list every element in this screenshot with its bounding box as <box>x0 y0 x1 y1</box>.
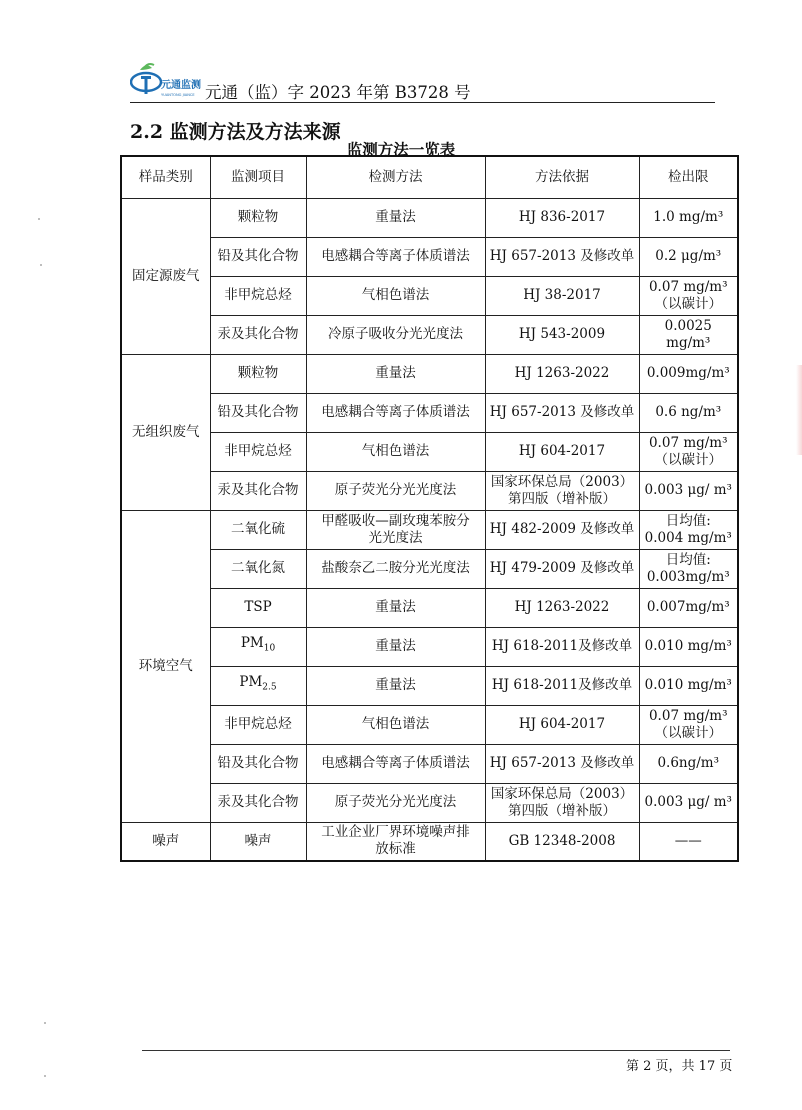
table-row <box>121 276 738 315</box>
column-header: 样品类别 <box>121 156 210 198</box>
test-method-cell <box>306 276 485 315</box>
method-basis-cell-text: HJ 604-2017 <box>518 443 606 459</box>
monitoring-item-cell <box>210 744 306 783</box>
detection-limit-cell-text: 0.003 μg/ m³ <box>644 794 732 810</box>
method-basis-cell-text: 国家环保总局（2003） <box>490 473 634 490</box>
method-basis-cell-text: 国家环保总局（2003） <box>490 785 634 802</box>
detection-limit-cell <box>639 666 738 705</box>
method-basis-cell <box>485 276 639 315</box>
table-row <box>121 705 738 744</box>
monitoring-item-cell <box>210 471 306 510</box>
detection-limit-cell-text: 1.0 mg/m³ <box>653 209 724 225</box>
section-title: 2.2 监测方法及方法来源 <box>130 121 341 143</box>
detection-limit-cell-text: 0.07 mg/m³ <box>648 707 728 724</box>
method-basis-cell <box>485 744 639 783</box>
monitoring-item-cell <box>210 666 306 705</box>
detection-limit-cell-note: （以碳计） <box>654 451 722 468</box>
monitoring-item-cell <box>210 237 306 276</box>
table-row <box>121 666 738 705</box>
monitoring-item-cell-text: 汞及其化合物 <box>217 794 299 810</box>
detection-limit-cell <box>639 588 738 627</box>
table-row <box>121 822 738 861</box>
table-row <box>121 510 738 549</box>
table-header-row <box>121 156 738 198</box>
monitoring-item-cell <box>210 627 306 666</box>
test-method-cell-text: 工业企业厂界环境噪声排 <box>321 824 470 841</box>
scan-speck <box>38 218 40 220</box>
method-basis-cell <box>485 237 639 276</box>
test-method-cell <box>306 471 485 510</box>
method-basis-cell <box>485 198 639 237</box>
method-basis-cell <box>485 510 639 549</box>
detection-limit-cell-text: 日均值: <box>665 512 711 529</box>
method-basis-cell <box>485 315 639 354</box>
test-method-cell <box>306 393 485 432</box>
method-basis-cell <box>485 471 639 510</box>
method-basis-cell-text: GB 12348-2008 <box>508 832 616 849</box>
test-method-cell-text: 电感耦合等离子体质谱法 <box>321 404 470 420</box>
detection-limit-cell-text: 0.0025 mg/m³ <box>664 317 712 351</box>
detection-limit-cell-text: 0.007mg/m³ <box>646 599 730 615</box>
detection-limit-cell <box>639 315 738 354</box>
table-row <box>121 549 738 588</box>
logo-subtext: YUANTONG JIANCE <box>161 93 195 97</box>
monitoring-item-cell-text: 非甲烷总烃 <box>224 716 292 732</box>
detection-limit-cell-note: 0.003mg/m³ <box>646 568 730 585</box>
monitoring-item-cell-text: 颗粒物 <box>237 365 279 381</box>
sample-category-cell <box>121 354 210 510</box>
detection-limit-cell-text: 0.6 ng/m³ <box>655 404 722 420</box>
method-basis-cell <box>485 627 639 666</box>
method-basis-cell-note: 第四版（增补版） <box>508 490 616 507</box>
monitoring-item-cell-text: 汞及其化合物 <box>217 326 299 342</box>
table-row <box>121 744 738 783</box>
monitoring-item-cell-text: PM <box>239 674 263 691</box>
detection-limit-cell <box>639 432 738 471</box>
footer-divider <box>142 1050 730 1051</box>
scan-speck <box>40 264 42 266</box>
test-method-cell <box>306 315 485 354</box>
table-row <box>121 471 738 510</box>
test-method-cell <box>306 510 485 549</box>
table-row <box>121 783 738 822</box>
column-header: 检出限 <box>639 156 738 198</box>
table-row <box>121 432 738 471</box>
sample-category-cell <box>121 198 210 354</box>
monitoring-item-cell <box>210 393 306 432</box>
test-method-cell-text: 原子荧光分光光度法 <box>334 794 457 810</box>
detection-limit-cell-text: 0.009mg/m³ <box>646 365 730 381</box>
test-method-cell-text: 盐酸奈乙二胺分光光度法 <box>321 560 470 576</box>
test-method-cell <box>306 666 485 705</box>
method-basis-cell-text: HJ 618-2011及修改单 <box>491 638 633 654</box>
logo-text: 元通监测 <box>161 80 201 91</box>
method-basis-cell-note: 第四版（增补版） <box>508 802 616 819</box>
detection-limit-cell-text: 0.010 mg/m³ <box>644 677 732 693</box>
monitoring-item-cell <box>210 276 306 315</box>
test-method-cell-text: 气相色谱法 <box>361 716 430 732</box>
report-number: 元通（监）字 2023 年第 B3728 号 <box>205 83 471 102</box>
test-method-cell <box>306 627 485 666</box>
method-basis-cell-text: HJ 543-2009 <box>518 326 606 342</box>
detection-limit-cell <box>639 822 738 861</box>
table-title: 监测方法一览表 <box>346 140 456 159</box>
method-basis-cell <box>485 666 639 705</box>
table-row <box>121 237 738 276</box>
method-basis-cell <box>485 354 639 393</box>
monitoring-item-cell <box>210 588 306 627</box>
method-basis-cell-text: HJ 482-2009 及修改单 <box>489 521 635 537</box>
table-row <box>121 393 738 432</box>
monitoring-methods-table <box>120 155 739 862</box>
test-method-cell-text: 重量法 <box>375 365 416 381</box>
method-basis-cell-text: HJ 1263-2022 <box>514 599 610 615</box>
method-basis-cell-text: HJ 1263-2022 <box>514 365 610 381</box>
monitoring-item-cell-text: 铅及其化合物 <box>217 404 299 420</box>
method-basis-cell <box>485 783 639 822</box>
table-row <box>121 315 738 354</box>
test-method-cell-text: 重量法 <box>375 677 416 693</box>
method-basis-cell <box>485 588 639 627</box>
monitoring-item-cell-text: 二氧化氮 <box>231 560 285 576</box>
test-method-cell-text: 重量法 <box>375 638 416 654</box>
test-method-cell <box>306 744 485 783</box>
method-basis-cell-text: HJ 618-2011及修改单 <box>491 677 633 693</box>
monitoring-item-cell <box>210 198 306 237</box>
test-method-cell-text: 冷原子吸收分光光度法 <box>328 326 463 342</box>
test-method-cell-text: 气相色谱法 <box>361 287 430 303</box>
sample-category-cell-text: 噪声 <box>152 832 180 849</box>
test-method-cell <box>306 354 485 393</box>
report-header <box>130 62 715 103</box>
method-basis-cell-text: HJ 604-2017 <box>518 716 606 732</box>
detection-limit-cell-text: 0.003 μg/ m³ <box>644 482 732 498</box>
company-logo <box>130 62 206 102</box>
scan-edge-mark <box>796 365 802 455</box>
monitoring-item-cell-text: 非甲烷总烃 <box>224 287 292 303</box>
detection-limit-cell <box>639 237 738 276</box>
detection-limit-cell-text: 0.07 mg/m³ <box>648 434 728 451</box>
monitoring-item-cell <box>210 549 306 588</box>
detection-limit-cell-text: 日均值: <box>665 551 711 568</box>
monitoring-item-cell-text: 颗粒物 <box>237 209 279 225</box>
detection-limit-cell <box>639 705 738 744</box>
monitoring-item-cell-text: TSP <box>244 599 272 615</box>
test-method-cell-text: 电感耦合等离子体质谱法 <box>321 755 470 771</box>
detection-limit-cell <box>639 198 738 237</box>
scan-speck <box>44 1022 46 1024</box>
test-method-cell <box>306 588 485 627</box>
test-method-cell-text: 甲醛吸收—副玫瑰苯胺分 <box>321 512 470 529</box>
monitoring-item-cell <box>210 432 306 471</box>
detection-limit-cell <box>639 510 738 549</box>
method-basis-cell-text: HJ 657-2013 及修改单 <box>489 404 635 420</box>
sample-category-cell-text: 固定源废气 <box>132 267 200 284</box>
detection-limit-cell <box>639 549 738 588</box>
table-row <box>121 198 738 237</box>
test-method-cell-note: 放标准 <box>375 841 416 858</box>
table-body <box>121 198 738 861</box>
monitoring-item-cell <box>210 354 306 393</box>
test-method-cell-text: 气相色谱法 <box>361 443 430 459</box>
method-basis-cell-text: HJ 836-2017 <box>518 209 606 225</box>
sample-category-cell-text: 无组织废气 <box>132 423 200 440</box>
monitoring-item-cell-text: 汞及其化合物 <box>217 482 299 498</box>
monitoring-item-cell-subscript: 2.5 <box>262 682 277 693</box>
detection-limit-cell <box>639 627 738 666</box>
test-method-cell <box>306 822 485 861</box>
scan-speck <box>44 1075 46 1077</box>
monitoring-item-cell-text: 噪声 <box>244 832 272 849</box>
method-basis-cell <box>485 549 639 588</box>
detection-limit-cell <box>639 393 738 432</box>
detection-limit-cell <box>639 276 738 315</box>
method-basis-cell <box>485 393 639 432</box>
test-method-cell <box>306 549 485 588</box>
table-row <box>121 354 738 393</box>
method-basis-cell-text: HJ 479-2009 及修改单 <box>489 560 635 576</box>
detection-limit-cell <box>639 783 738 822</box>
test-method-cell <box>306 432 485 471</box>
method-basis-cell-text: HJ 38-2017 <box>523 287 601 303</box>
monitoring-item-cell-subscript: 10 <box>263 643 276 654</box>
sample-category-cell-text: 环境空气 <box>138 657 193 674</box>
monitoring-item-cell <box>210 705 306 744</box>
monitoring-item-cell <box>210 315 306 354</box>
detection-limit-cell-text: 0.2 μg/m³ <box>655 248 722 264</box>
test-method-cell <box>306 237 485 276</box>
detection-limit-cell-note: （以碳计） <box>654 724 722 741</box>
column-header: 方法依据 <box>485 156 639 198</box>
detection-limit-cell-text: 0.6ng/m³ <box>657 755 720 771</box>
monitoring-item-cell-text: PM <box>240 635 264 652</box>
test-method-cell <box>306 198 485 237</box>
table-row <box>121 627 738 666</box>
method-basis-cell <box>485 822 639 861</box>
method-basis-cell <box>485 432 639 471</box>
sample-category-cell <box>121 510 210 822</box>
test-method-cell-note: 光光度法 <box>368 529 423 546</box>
table-row <box>121 588 738 627</box>
detection-limit-cell-note: （以碳计） <box>654 295 722 312</box>
method-basis-cell <box>485 705 639 744</box>
column-header: 检测方法 <box>306 156 485 198</box>
method-basis-cell-text: HJ 657-2013 及修改单 <box>489 248 635 264</box>
monitoring-item-cell-text: 铅及其化合物 <box>217 755 299 771</box>
monitoring-item-cell-text: 铅及其化合物 <box>217 248 299 264</box>
monitoring-item-cell-text: 非甲烷总烃 <box>224 443 292 459</box>
detection-limit-cell <box>639 354 738 393</box>
test-method-cell-text: 重量法 <box>375 599 416 615</box>
sample-category-cell <box>121 822 210 861</box>
detection-limit-cell-text: 0.010 mg/m³ <box>644 638 732 654</box>
detection-limit-cell-text: —— <box>674 832 702 849</box>
monitoring-item-cell <box>210 783 306 822</box>
column-header: 监测项目 <box>210 156 306 198</box>
test-method-cell <box>306 705 485 744</box>
detection-limit-cell-note: 0.004 mg/m³ <box>644 529 732 546</box>
monitoring-item-cell-text: 二氧化硫 <box>231 521 285 537</box>
test-method-cell-text: 电感耦合等离子体质谱法 <box>321 248 470 264</box>
monitoring-item-cell <box>210 510 306 549</box>
monitoring-item-cell <box>210 822 306 861</box>
detection-limit-cell-text: 0.07 mg/m³ <box>648 278 728 295</box>
page-number: 第 2 页，共 17 页 <box>626 1059 733 1074</box>
test-method-cell-text: 原子荧光分光光度法 <box>334 482 457 498</box>
method-basis-cell-text: HJ 657-2013 及修改单 <box>489 755 635 771</box>
detection-limit-cell <box>639 471 738 510</box>
detection-limit-cell <box>639 744 738 783</box>
test-method-cell-text: 重量法 <box>375 209 416 225</box>
test-method-cell <box>306 783 485 822</box>
